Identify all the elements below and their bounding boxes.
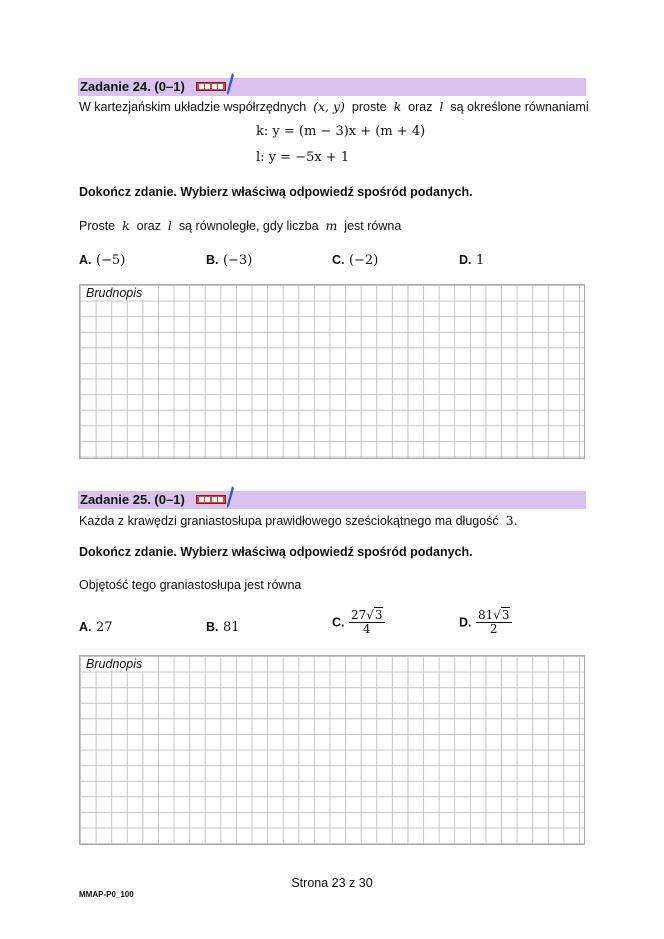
document-code: MMAP-P0_100 xyxy=(79,890,134,899)
equation-l: l: y = −5x + 1 xyxy=(256,150,350,165)
task25-instruction: Dokończ zdanie. Wybierz właściwą odpowiedź spośród podanych. xyxy=(79,545,473,559)
task24-title: Zadanie 24. (0–1) xyxy=(80,79,185,94)
scratchpad-label: Brudnopis xyxy=(86,286,143,300)
task24-header xyxy=(78,78,586,96)
points-badge-icon xyxy=(196,82,226,91)
task24-intro: W kartezjańskim układzie współrzędnych (x, y) proste k oraz l są określone równaniami xyxy=(79,99,589,114)
task24-stem: Proste k oraz l są równoległe, gdy liczba m jest równa xyxy=(79,218,402,233)
answer-option-d[interactable]: D. $\frac{81√3}{2}$ xyxy=(459,608,510,636)
answer-option-c[interactable]: C. (−2) xyxy=(332,253,379,268)
scratchpad-grid xyxy=(79,284,585,459)
task25-intro: Każda z krawędzi graniastosłupa prawidłowego sześciokątnego ma długość 3. xyxy=(79,513,518,528)
page-number: Strona 23 z 30 xyxy=(291,876,373,890)
task25-header xyxy=(78,491,586,509)
task24-instruction: Dokończ zdanie. Wybierz właściwą odpowiedź spośród podanych. xyxy=(79,185,473,199)
equation-k: k: y = (m − 3)x + (m + 4) xyxy=(256,124,426,139)
scratchpad-grid xyxy=(79,655,585,845)
task25-stem: Objętość tego graniastosłupa jest równa xyxy=(79,578,302,592)
points-badge-icon xyxy=(196,495,226,504)
answer-option-d[interactable]: D. 1 xyxy=(459,253,485,268)
pen-icon xyxy=(226,72,234,96)
task25-title: Zadanie 25. (0–1) xyxy=(80,492,185,507)
answer-option-c[interactable]: C. $\frac{27√3}{4}$ xyxy=(332,608,383,636)
answer-option-b[interactable]: B. 81 xyxy=(206,620,240,635)
answer-option-b[interactable]: B. (−3) xyxy=(206,253,253,268)
scratchpad-label: Brudnopis xyxy=(86,657,143,671)
fraction-c: $\frac{27√3}{4}$ xyxy=(350,608,383,636)
fraction-d: $\frac{81√3}{2}$ xyxy=(477,608,510,636)
answer-option-a[interactable]: A. (−5) xyxy=(79,253,126,268)
pen-icon xyxy=(226,485,234,509)
answer-option-a[interactable]: A. 27 xyxy=(79,620,113,635)
